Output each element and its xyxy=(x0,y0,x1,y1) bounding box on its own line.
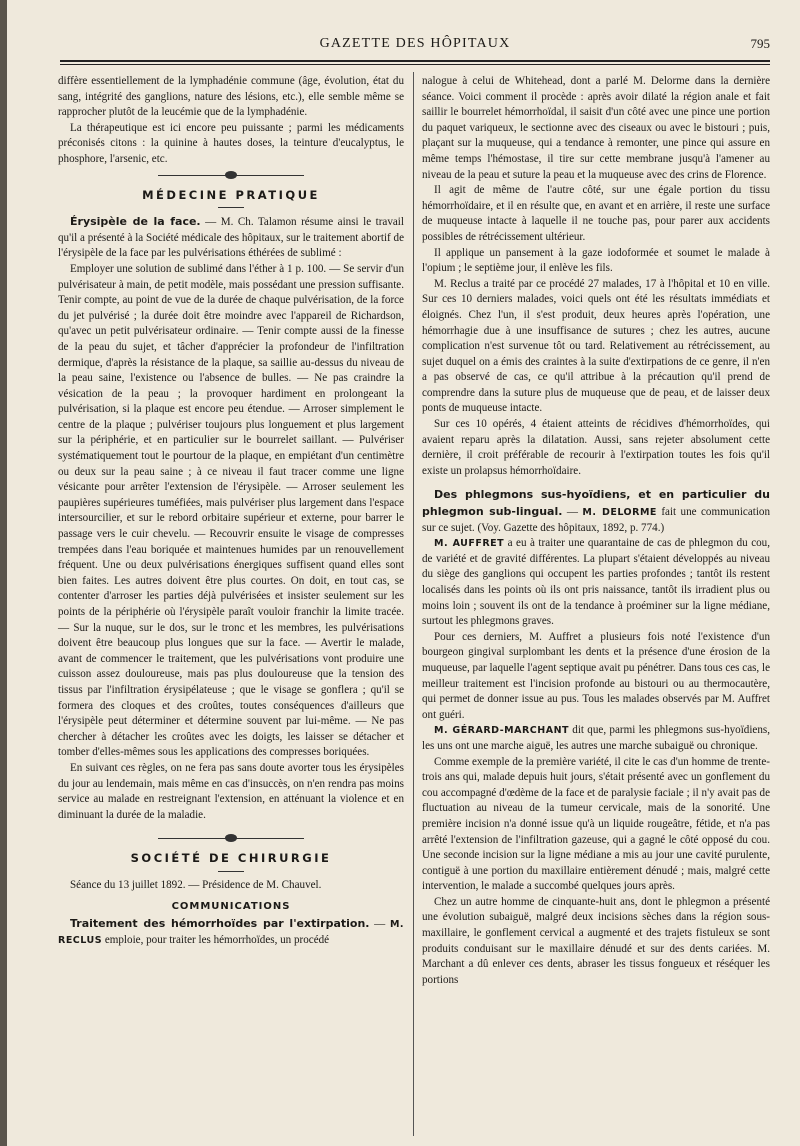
article-paragraph: Il applique un pansement à la gaze iodoformée et soumet le malade à l'opium ; le septième jour, il enlève les fils. xyxy=(422,246,770,275)
article-paragraph: Chez un autre homme de cinquante-huit ans, dont le phlegmon a présenté une évolution subaiguë, malgré deux incisions sèches dans la région sous-maxillaire, le gonflement cervical a augmenté et des trajets fistuleux se sont produits conduisant sur le maxillaire dénudé et sur des dents cariées. M. Marchant a dû enlever ces dents, abraser les tissus fongueux et réséquer les portions xyxy=(422,895,770,986)
article-paragraph: En suivant ces règles, on ne fera pas sans doute avorter tous les érysipèles du jour au lendemain, mais même en cas d'insuccès, on n'en rendra pas moins service au malade en restreignant l'extension, en atténuant la violence et en diminuant la durée de la maladie. xyxy=(58,761,404,821)
short-divider xyxy=(218,871,244,872)
section-title-medecine-pratique: MÉDECINE PRATIQUE xyxy=(142,187,320,202)
speaker-name: M. AUFFRET xyxy=(434,538,505,550)
column-divider xyxy=(413,72,414,1136)
speaker-name: M. GÉRARD-MARCHANT xyxy=(434,725,569,737)
article-paragraph: M. GÉRARD-MARCHANT dit que, parmi les phlegmons sus-hyoïdiens, les uns ont une marche aiguë, les autres une marche subaiguë ou chronique. xyxy=(422,724,770,752)
article-paragraph: M. Reclus a traité par ce procédé 27 malades, 17 à l'hôpital et 10 en ville. Sur ces 10 derniers malades, voici quels ont été les résultats immédiats et éloignés. Chez l'un, il s'est produit, deux heures après l'opération, une hémorrhagie due à une insuffisance de sutures ; chez les autres, aucune complication n'est survenue tôt ou tard. Relativement au rétrécissement, au sujet duquel on a émis des craintes à la suite d'extirpations de ce genre, il n'en a pas observé de cas, ce qu'il attribue à la précaution qu'il prend de comprendre dans la suture plus de muqueuse que de peau, et de laisser deux ponts de muqueuse intacte. xyxy=(422,277,770,415)
page-binding-edge xyxy=(0,0,7,1146)
article-paragraph: M. AUFFRET a eu à traiter une quarantaine de cas de phlegmon du cou, de variété et de gravité différentes. La plupart s'étaient développés au niveau du siège des ganglions qui occupent les parties profondes ; tantôt ils restent localisés dans les points où ils ont pris naissance, tantôt ils irradient plus ou moins loin ; souvent ils ont de la tendance à proéminer sur la ligne médiane, surtout les phlegmons graves. xyxy=(422,537,770,628)
page-number: 795 xyxy=(750,36,770,51)
article-heading: Érysipèle de la face. xyxy=(70,215,201,229)
article-paragraph: Employer une solution de sublimé dans l'éther à 1 p. 100. — Se servir d'un pulvérisateur à main, de petit modèle, mais possédant une pression suffisante. Tenir compte, au point de vue de la durée de chaque pulvérisation, de la force du jet pulvérisé ; la durée doit être moindre avec l'appareil de Richardson, qu'avec un petit pulvérisateur ordinaire. — Tenir compte aussi de la finesse de la peau du sujet, et tâcher d'apprécier la profondeur de l'infiltration dermique, d'après la résistance de la plaque, sa saillie au-dessus du niveau de la peau saine, l'existence ou l'absence de bulles. — Ne pas craindre la vésication de la peau ; la provoquer hardiment en prolongeant la pulvérisation, si la plaque est encore peu étendue. — Arroser simplement le centre de la plaque ; pulvériser toujours plus longuement et plus largement sur la périphérie, et en particulier sur le bourrelet saillant. — Pulvériser systématiquement tout le pourtour de la plaque, en empiétant d'un centimètre ou deux sur la peau saine ; à ce niveau il faut tracer comme une ligne vésicante pour arrêter l'extension de l'érysipèle. — Arroser seulement les paupières supérieures tuméfiées, mais pulvériser plus largement dans l'espace intersourcilier, et sur le rebord orbitaire supérieur et externe, pour barrer le passage vers le cuir chevelu. — Recouvrir ensuite le visage de compresses trempées dans l'eau boriquée et maintenues humides par un renouvellement fréquent. Une ou deux pulvérisations énergiques suffisent quand elles sont bien faites. Les autres doivent être plus courtes. On doit, en tout cas, se contenter d'arroser les parties déjà pulvérisées et insister seulement sur les points de la périphérie où l'érysipèle paraît vouloir franchir la limite tracée. — Sur la nuque, sur le dos, sur le tronc et les membres, les pulvérisations doivent être beaucoup plus longues que sur la face. — Avertir le malade, avant de commencer le traitement, que les pulvérisations vont produire une cuisson assez douloureuse, mais pas plus douloureuse que la tension des tissus par l'infiltration érysipélateuse ; que le visage se gonflera ; qu'il se formera des cloques et des croûtes, toutes conséquences d'ailleurs que l'érysipèle peut déterminer et détermine souvent par lui-même. — Ne pas chercher à détacher les croûtes avec les doigts, les laisser se détacher et tomber d'elles-mêmes sous les applications des compresses boriquées. xyxy=(58,262,404,759)
article-paragraph: Pour ces derniers, M. Auffret a plusieurs fois noté l'existence d'un bourgeon gingival surplombant les dents et la présence d'une érosion de la muqueuse, par laquelle l'agent septique avait pu pénétrer. Dans tous ces cas, le meilleur traitement est l'incision profonde au bistouri ou au thermocautère, qui permet de donner issue au pus. Tous les malades observés par M. Auffret ont guéri. xyxy=(422,630,770,721)
section-ornament xyxy=(58,168,404,182)
section-title-societe-chirurgie: SOCIÉTÉ DE CHIRURGIE xyxy=(130,851,332,866)
article-paragraph: nalogue à celui de Whitehead, dont a parlé M. Delorme dans la dernière séance. Voici comment il procède : après avoir dilaté la région anale et fait saillir le bourrelet hémorrhoïdal, il saisit d'un côté avec une pince une portion du paquet variqueux, le sectionne avec des ciseaux ou avec le bistouri ; puis, plaçant sur la muqueuse, qui a tendance à remonter, une pince qui assure en même temps l'hémostase, il tire sur cette membrane jusqu'à l'amener au niveau de la peau et suture la peau et la muqueuse avec des crins de Florence. xyxy=(422,75,770,181)
article-paragraph: Sur ces 10 opérés, 4 étaient atteints de récidives d'hémorrhoïdes, qui avaient reparu après la dilatation. Aussi, sans rejeter absolument cette dernière, il croit préférable de recourir à l'extirpation toutes les fois qu'il existe un prolapsus hémorrhoïdaire. xyxy=(422,418,770,477)
speaker-name: M. DELORME xyxy=(582,507,657,519)
article-phlegmons: Des phlegmons sus-hyoïdiens, et en particulier du phlegmon sub-lingual. — M. DELORME fait une communication sur ce sujet. (Voy. Gazette des hôpitaux, 1892, p. 774.) xyxy=(422,488,771,534)
header-rule-thin xyxy=(60,64,770,65)
article-heading: Des phlegmons sus-hyoïdiens, et en particulier du phlegmon sub-lingual. xyxy=(422,488,770,519)
article-hemorrhoides: Traitement des hémorrhoïdes par l'extirpation. — M. RECLUS emploie, pour traiter les hémorrhoïdes, un procédé xyxy=(58,917,404,946)
article-paragraph: Comme exemple de la première variété, il cite le cas d'un homme de trente-trois ans qui, malade depuis huit jours, s'était présenté avec un gonflement du cou accompagné d'œdème de la face et de paralysie faciale ; il n'y avait pas de fluctuation au niveau de la tumeur cervicale, mais de la sonorité. Une première incision n'a donné issue qu'à un liquide rougeâtre, fétide, et n'a pas arrêté l'extension de l'infiltration gazeuse, qui a gagné le côté opposé du cou. Une seconde incision sur la ligne médiane a mis au jour une cavité purulente, contiguë à une portion du maxillaire entièrement dénudé ; mais, malgré cette intervention, le malade a succombé quelques jours après. xyxy=(422,755,770,893)
article-heading: Traitement des hémorrhoïdes par l'extirpation. xyxy=(70,917,370,931)
running-header xyxy=(60,30,770,58)
subsection-communications: COMMUNICATIONS xyxy=(171,900,291,912)
short-divider xyxy=(218,207,244,208)
left-column xyxy=(58,74,404,948)
right-column xyxy=(422,74,770,988)
seance-line: Séance du 13 juillet 1892. — Présidence de M. Chauvel. xyxy=(70,878,322,891)
article-erysipele-intro: Érysipèle de la face. — M. Ch. Talamon résume ainsi le travail qu'il a présenté à la Société médicale des hôpitaux, sur le traitement abortif de l'érysipèle de la face par les pulvérisations éthérées de sublimé : xyxy=(58,215,404,260)
section-ornament xyxy=(58,831,404,845)
journal-title: GAZETTE DES HÔPITAUX xyxy=(319,36,511,51)
speaker-name: M. RECLUS xyxy=(58,919,404,946)
header-rule-thick xyxy=(60,60,770,62)
intro-paragraph: diffère essentiellement de la lymphadénie commune (âge, évolution, état du sang, intégrité des ganglions, nature des lésions, etc.), elle semble même se rapprocher plutôt de la leucémie que de la lymphadénie. xyxy=(58,75,404,119)
article-paragraph: Il agit de même de l'autre côté, sur une égale portion du tissu hémorrhoïdaire, et il en résulte que, en avant et en arrière, il reste une surface de muqueuse intacte à laquelle il ne touche pas, pour parer aux accidents possibles de rétrécissement ultérieur. xyxy=(422,184,770,243)
intro-paragraph: La thérapeutique est ici encore peu puissante ; parmi les médicaments préconisés citons : la quinine à hautes doses, la teinture d'eucalyptus, le phosphore, l'arsenic, etc. xyxy=(58,121,404,165)
